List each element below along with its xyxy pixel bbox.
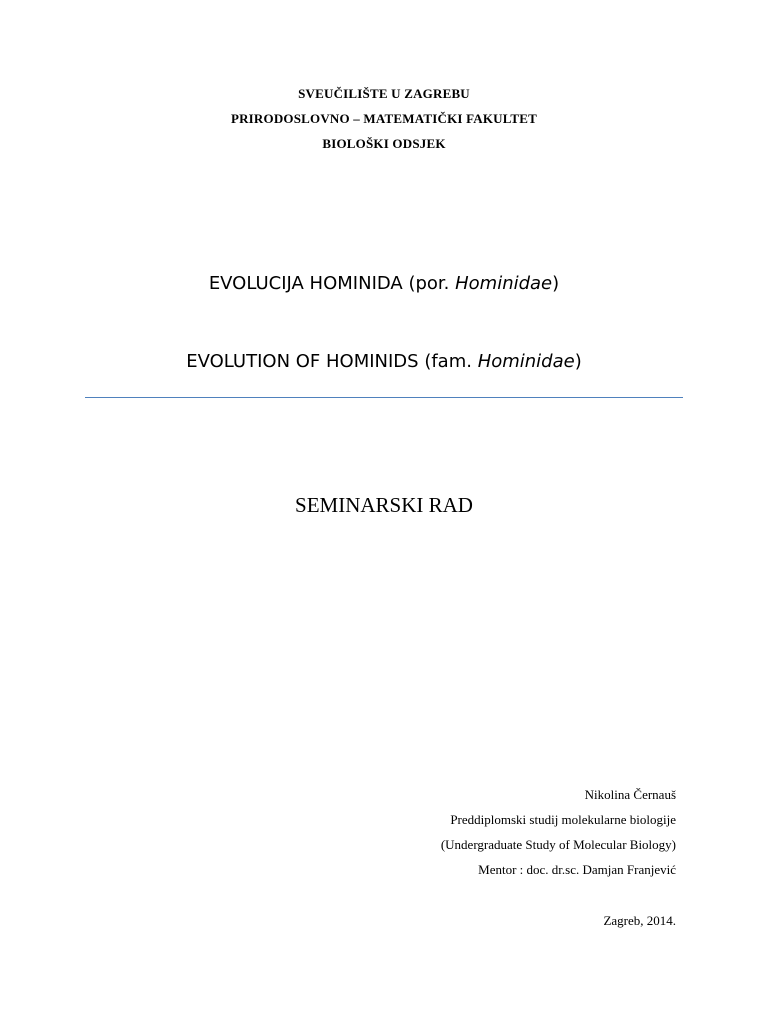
title-english-suffix: ) [574,351,582,372]
title-english-taxon: Hominidae [477,351,575,372]
author-name: Nikolina Černauš [584,787,676,802]
title-croatian-taxon: Hominidae [455,273,553,294]
faculty-name: PRIRODOSLOVNO – MATEMATIČKI FAKULTET [230,111,538,126]
title-croatian-suffix: ) [552,273,560,294]
department-name: BIOLOŠKI ODSJEK [322,136,446,151]
document-type: SEMINARSKI RAD [295,493,473,517]
title-english [0,351,768,372]
title-divider [85,397,683,398]
study-program-croatian: Preddiplomski studij molekularne biologije [450,812,676,827]
place-date: Zagreb, 2014. [603,913,676,928]
title-english-prefix: EVOLUTION OF HOMINIDS (fam. [186,351,478,372]
study-program-english: (Undergraduate Study of Molecular Biology) [440,837,676,852]
title-croatian [0,273,768,294]
university-name: SVEUČILIŠTE U ZAGREBU [298,86,470,101]
mentor: Mentor : doc. dr.sc. Damjan Franjević [478,862,676,877]
title-croatian-prefix: EVOLUCIJA HOMINIDA (por. [208,273,456,294]
